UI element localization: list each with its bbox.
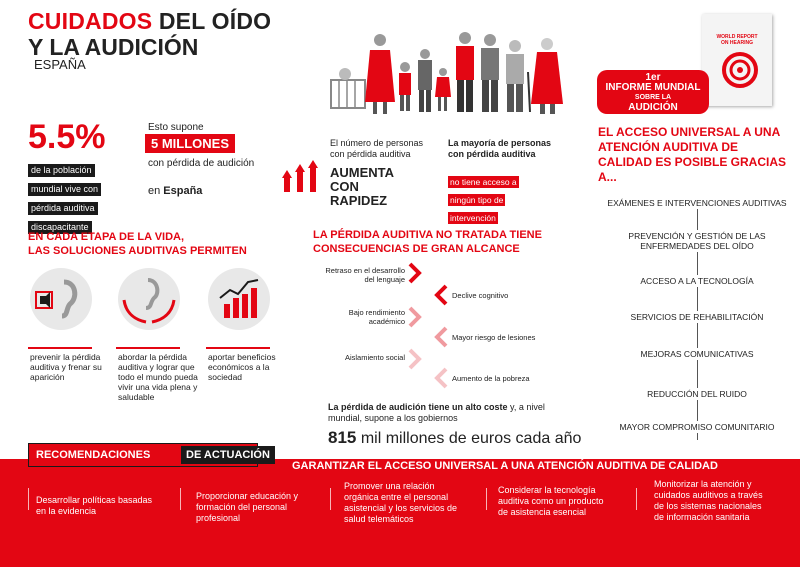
recommendation-item: Considerar la tecnología auditiva como un producto de asistencia esencial bbox=[498, 485, 604, 517]
cost-unit: mil millones de euros cada año bbox=[356, 430, 582, 447]
percent-description bbox=[28, 160, 148, 236]
report-line: 1er bbox=[645, 72, 661, 83]
access-title: EL ACCESO UNIVERSAL A UNA ATENCIÓN AUDITIVA DE CALIDAD ES POSIBLE GRACIAS A... bbox=[598, 125, 787, 184]
chevron-right-icon bbox=[407, 348, 423, 370]
recommendations-label: RECOMENDACIONES bbox=[36, 449, 151, 461]
perdida-text: con pérdida de audición bbox=[148, 158, 255, 169]
chevron-left-icon bbox=[433, 367, 449, 389]
access-item: MAYOR COMPROMISO COMUNITARIO bbox=[602, 421, 792, 433]
person-figure-icon bbox=[418, 49, 432, 112]
supone-text: Esto supone bbox=[148, 122, 204, 133]
en-text: en bbox=[148, 185, 164, 197]
divider bbox=[636, 488, 637, 510]
no-tiene-acceso bbox=[448, 172, 573, 226]
divider bbox=[330, 488, 331, 510]
millones-badge: 5 MILLONES bbox=[145, 134, 235, 153]
coste-bold: La pérdida de audición tiene un alto coste bbox=[328, 402, 508, 412]
garantizar-banner: GARANTIZAR EL ACCESO UNIVERSAL A UNA ATENCIÓN AUDITIVA DE CALIDAD bbox=[292, 460, 718, 472]
chevron-right-icon bbox=[407, 306, 423, 328]
person-figure-icon bbox=[506, 40, 530, 112]
divider bbox=[28, 488, 29, 510]
divider bbox=[486, 488, 487, 510]
divider bbox=[206, 347, 270, 349]
chevron-left-icon bbox=[433, 284, 449, 306]
divider bbox=[116, 347, 180, 349]
consequence-left: Bajo rendimiento académico bbox=[348, 308, 405, 326]
consequence-right: Aumento de la pobreza bbox=[452, 374, 530, 383]
consequence-left: Aislamiento social bbox=[344, 353, 405, 362]
recommendation-item: Desarrollar políticas basadas en la evidencia bbox=[36, 495, 153, 516]
consequence-right: Declive cognitivo bbox=[452, 291, 509, 300]
aumenta-line: AUMENTA bbox=[330, 165, 395, 180]
cover-title-line: WORLD REPORT bbox=[716, 34, 758, 40]
consequence-left: Retraso en el desarrollo del lenguaje bbox=[325, 266, 405, 284]
solution-text: abordar la pérdida auditiva y lograr que todo el mundo pueda vivir una vida plena y saludable bbox=[118, 352, 198, 402]
percent-line: discapacitante bbox=[28, 221, 92, 234]
percent-line: pérdida auditiva bbox=[28, 202, 98, 215]
etapa-title bbox=[28, 230, 247, 258]
access-item: ACCESO A LA TECNOLOGÍA bbox=[602, 275, 792, 287]
person-figure-icon bbox=[435, 68, 451, 111]
cost-value: 815 bbox=[328, 428, 357, 447]
no-tiene-line: intervención bbox=[450, 213, 496, 223]
growth-arrows-icon bbox=[282, 160, 324, 192]
etapa-line: LAS SOLUCIONES AUDITIVAS PERMITEN bbox=[28, 245, 247, 257]
divider bbox=[180, 488, 181, 510]
title-rest: DEL OÍDO bbox=[152, 8, 272, 34]
coste-rest: y, a nivel mundial, supone a los gobiernos bbox=[328, 402, 545, 423]
report-line: AUDICIÓN bbox=[628, 102, 678, 113]
actuacion-label: DE ACTUACIÓN bbox=[181, 446, 275, 464]
aumenta-text bbox=[330, 166, 394, 208]
person-figure-icon bbox=[456, 32, 474, 112]
coste-text bbox=[328, 402, 578, 424]
etapa-line: EN CADA ETAPA DE LA VIDA, bbox=[28, 231, 185, 243]
recommendation-item: Monitorizar la atención y cuidados auditivos a través de los sistemas nacionales de información sanitaria bbox=[654, 479, 763, 522]
report-badge bbox=[597, 70, 709, 114]
ear-warning-circle bbox=[30, 268, 92, 330]
percent-line: de la población bbox=[28, 164, 95, 177]
crib-icon bbox=[331, 68, 365, 108]
chevron-left-icon bbox=[433, 326, 449, 348]
espana-bold: España bbox=[163, 185, 203, 197]
recommendation-item: Promover una relación orgánica entre el personal asistencial y los servicios de salud telemáticos bbox=[344, 481, 458, 524]
access-item: PREVENCIÓN Y GESTIÓN DE LAS ENFERMEDADES DEL OÍDO bbox=[602, 230, 792, 252]
divider bbox=[28, 347, 92, 349]
solution-text: aportar beneficios económicos a la sociedad bbox=[208, 352, 276, 382]
access-item: EXÁMENES E INTERVENCIONES AUDITIVAS bbox=[602, 197, 792, 209]
person-figure-icon bbox=[399, 62, 411, 111]
no-tiene-line: ningún tipo de bbox=[450, 195, 504, 205]
cost-number bbox=[328, 428, 581, 448]
hands-ear-icon bbox=[118, 268, 180, 330]
report-line: SOBRE LA bbox=[634, 94, 672, 101]
page-title-line2: Y LA AUDICIÓN bbox=[28, 34, 199, 60]
person-figure-icon bbox=[481, 34, 499, 112]
country-label: ESPAÑA bbox=[34, 57, 86, 72]
access-item: MEJORAS COMUNICATIVAS bbox=[602, 348, 792, 360]
bar-chart-icon bbox=[208, 268, 270, 330]
percent-stat: 5.5% bbox=[28, 118, 106, 156]
growth-text: El número de personas con pérdida auditiva bbox=[330, 138, 424, 159]
no-tiene-line: no tiene acceso a bbox=[450, 177, 517, 187]
solution-text: prevenir la pérdida auditiva y frenar su aparición bbox=[30, 352, 102, 382]
aumenta-line: CON bbox=[330, 179, 359, 194]
consequence-right: Mayor riesgo de lesiones bbox=[452, 333, 536, 342]
report-cover-image bbox=[702, 14, 772, 106]
espana-text bbox=[148, 185, 202, 197]
percent-line: mundial vive con bbox=[28, 183, 101, 196]
cover-title-line: ON HEARING bbox=[721, 40, 753, 46]
consecuencias-title: LA PÉRDIDA AUDITIVA NO TRATADA TIENE CONSECUENCIAS DE GRAN ALCANCE bbox=[313, 229, 542, 255]
mayoria-text: La mayoría de personas con pérdida auditiva bbox=[448, 138, 552, 159]
recommendation-item: Proporcionar educación y formación del personal profesional bbox=[196, 491, 299, 523]
report-line: INFORME MUNDIAL bbox=[605, 82, 701, 93]
person-figure-icon bbox=[365, 34, 395, 114]
chevron-right-icon bbox=[407, 262, 423, 284]
hands-ear-circle bbox=[118, 268, 180, 330]
ear-alert-icon bbox=[30, 268, 92, 330]
economy-chart-circle bbox=[208, 268, 270, 330]
aumenta-line: RAPIDEZ bbox=[330, 193, 388, 208]
access-item: REDUCCIÓN DEL RUIDO bbox=[602, 388, 792, 400]
person-figure-icon bbox=[531, 38, 563, 114]
title-red: CUIDADOS bbox=[28, 8, 153, 34]
people-illustration bbox=[325, 22, 570, 122]
ear-swirl-icon bbox=[702, 46, 772, 96]
page-title bbox=[28, 8, 271, 34]
access-item: SERVICIOS DE REHABILITACIÓN bbox=[602, 311, 792, 323]
